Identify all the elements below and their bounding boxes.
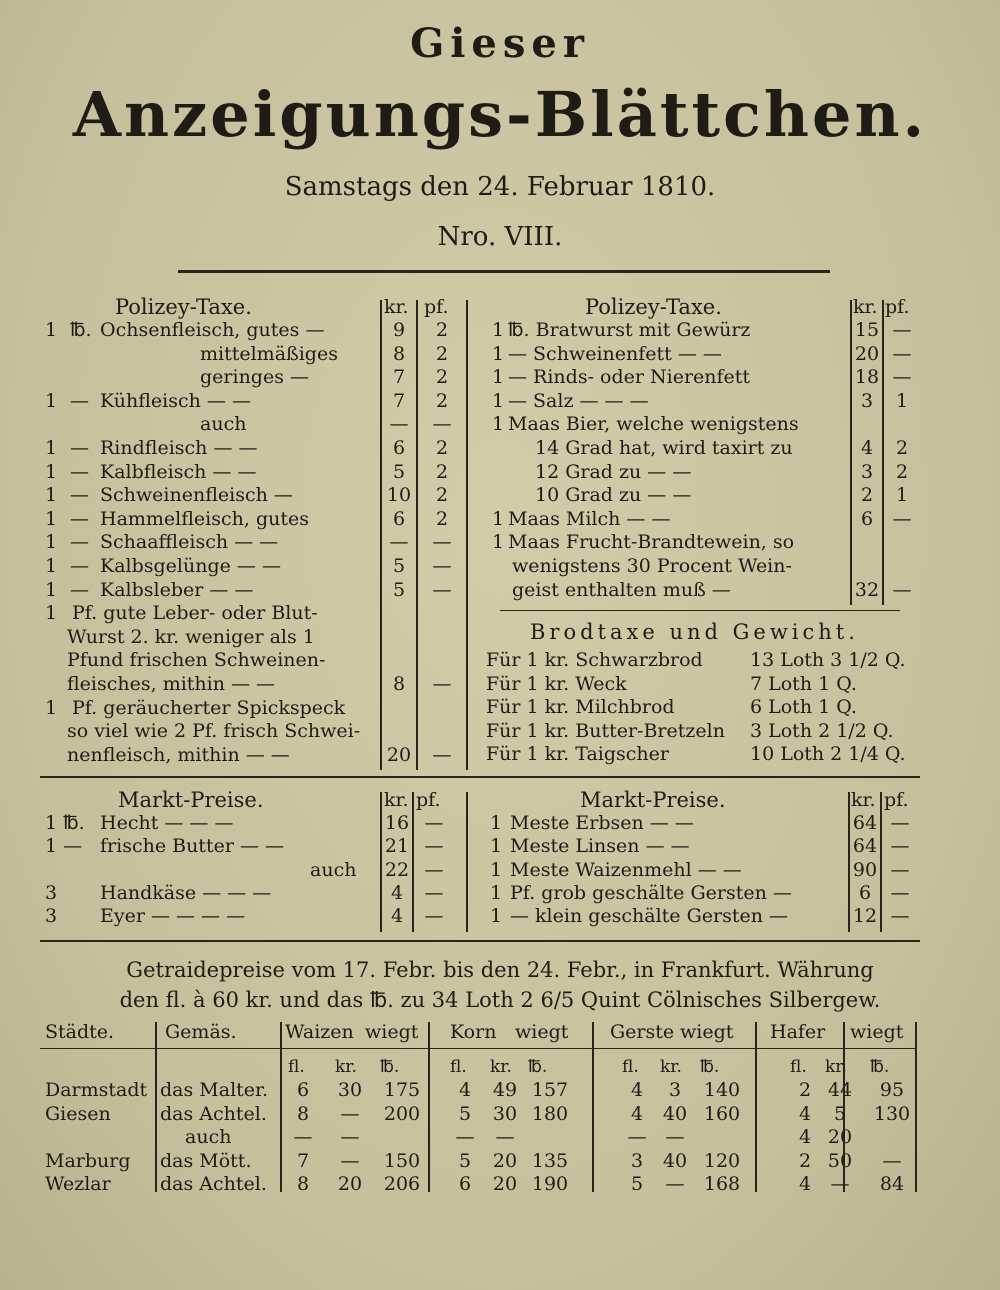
police-right-title: Polizey-Taxe.: [585, 295, 722, 319]
brod-item: Für 1 kr. Taigscher: [486, 743, 669, 765]
grain-header: Städte.: [45, 1021, 115, 1043]
police-right-pf: —: [892, 578, 912, 601]
brod-item: Für 1 kr. Schwarzbrod: [486, 649, 703, 671]
police-left-item: Pf. gute Leber- oder Blut-: [72, 602, 318, 625]
grain-fl: —: [627, 1126, 647, 1148]
police-right-item: — Rinds- oder Nierenfett: [508, 366, 751, 389]
grain-kr: 20: [337, 1173, 363, 1195]
grain-fl: 2: [798, 1079, 812, 1101]
police-left-kr: 10: [386, 484, 412, 507]
market-right-col-kr: kr.: [851, 789, 876, 811]
grain-lb: 120: [703, 1149, 741, 1172]
police-left-unit: —: [70, 531, 89, 554]
police-left-pf: —: [432, 673, 452, 695]
market-right-item: Meste Erbsen — —: [510, 812, 694, 834]
grain-fl: 4: [458, 1079, 472, 1101]
police-right-divider-pf: [882, 300, 884, 605]
market-left-qty: 1 —: [45, 835, 83, 858]
police-right-kr: 2: [860, 484, 874, 507]
police-left-item: geringes —: [200, 366, 309, 389]
police-right-qty: 1: [492, 342, 505, 365]
police-left-unit: —: [70, 507, 89, 530]
police-right-item: — Schweinenfett — —: [508, 342, 722, 365]
police-left-item: fleisches, mithin — —: [67, 673, 276, 695]
police-left-item: nenfleisch, mithin — —: [67, 743, 290, 766]
police-right-pf: 1: [895, 484, 909, 507]
market-left-divider-pf: [412, 792, 414, 932]
market-right-divider-kr: [848, 792, 850, 932]
market-left-kr: 16: [384, 812, 410, 834]
market-right-item: Pf. grob geschälte Gersten —: [510, 881, 792, 904]
section-rule-2: [40, 940, 920, 942]
police-left-kr: 6: [392, 507, 406, 530]
police-left-item: Kühfleisch — —: [100, 389, 251, 412]
market-left-kr: 4: [390, 905, 404, 928]
grain-lb: 175: [383, 1079, 421, 1101]
police-left-item: so viel wie 2 Pf. frisch Schwei-: [67, 720, 361, 743]
market-right-pf: —: [890, 905, 910, 928]
grain-lb: 160: [703, 1102, 741, 1125]
police-left-kr: 9: [392, 319, 406, 341]
market-right-kr: 12: [852, 905, 878, 928]
grain-header: Korn: [450, 1021, 497, 1043]
police-left-kr: 6: [392, 437, 406, 459]
police-left-pf: 2: [435, 389, 449, 412]
grain-lb: 135: [531, 1149, 569, 1172]
market-left-qty: 1 ℔.: [45, 812, 85, 834]
dateline: Samstags den 24. Februar 1810.: [284, 172, 716, 202]
police-right-pf: —: [892, 342, 912, 365]
grain-header: Gerste: [610, 1021, 675, 1043]
police-right-qty: 1: [492, 389, 505, 412]
police-left-qty: 1: [45, 696, 58, 719]
market-left-divider-kr: [380, 792, 382, 932]
grain-header: Waizen: [285, 1021, 354, 1043]
police-right-kr: 15: [854, 319, 880, 341]
grain-fl: 5: [458, 1149, 472, 1172]
market-right-item: Meste Waizenmehl — —: [510, 858, 742, 881]
grain-kr: 30: [492, 1102, 518, 1125]
police-right-pf: —: [892, 366, 912, 389]
police-left-item: Kalbsgelünge — —: [100, 555, 281, 577]
police-left-pf: —: [432, 531, 452, 554]
police-right-kr: 3: [860, 460, 874, 483]
market-right-kr: 90: [852, 858, 878, 881]
police-left-kr: 8: [392, 673, 406, 695]
grain-kr: 5: [833, 1102, 847, 1125]
grain-fl: 6: [296, 1079, 310, 1101]
police-left-item: auch: [200, 413, 247, 436]
grain-sub-kr: kr.: [825, 1057, 847, 1077]
police-right-item: — Salz — — —: [508, 389, 649, 412]
grain-sub-fl: fl.: [450, 1057, 467, 1077]
brod-item: Für 1 kr. Weck: [486, 672, 627, 695]
market-left-qty: 3: [45, 905, 58, 928]
police-left-item: Ochsenfleisch, gutes —: [100, 319, 325, 341]
police-left-qty: 1: [45, 389, 58, 412]
market-left-item: Eyer — — — —: [100, 905, 246, 928]
grain-lb: —: [882, 1149, 902, 1172]
market-right-pf: —: [890, 881, 910, 904]
police-right-qty: 1: [492, 531, 505, 554]
police-right-kr: 18: [854, 366, 880, 389]
grain-lb: 200: [383, 1102, 421, 1125]
grain-kr: 3: [668, 1079, 682, 1101]
grain-sub-fl: fl.: [622, 1057, 639, 1077]
grain-kr: 44: [827, 1079, 853, 1101]
market-right-kr: 64: [852, 812, 878, 834]
police-left-qty: 1: [45, 319, 58, 341]
police-right-kr: 3: [860, 389, 874, 412]
brod-weight: 3 Loth 2 1/2 Q.: [750, 719, 894, 742]
police-right-qty: 1: [492, 366, 505, 389]
police-left-item: Kalbfleisch — —: [100, 460, 257, 483]
market-left-pf: —: [424, 812, 444, 834]
grain-fl: 4: [630, 1079, 644, 1101]
grain-lb: 130: [873, 1102, 911, 1125]
police-right-kr: 6: [860, 507, 874, 530]
market-right-divider-pf: [880, 792, 882, 932]
grain-fl: 6: [458, 1173, 472, 1195]
police-left-unit: —: [70, 460, 89, 483]
grain-fl: 7: [296, 1149, 310, 1172]
grain-kr: 20: [827, 1126, 853, 1148]
police-left-pf: —: [432, 413, 452, 436]
grain-kr: —: [340, 1149, 360, 1172]
police-left-pf: 2: [435, 366, 449, 389]
police-left-pf: —: [432, 578, 452, 601]
grain-sub-kr: kr.: [335, 1057, 357, 1077]
grain-sub-lb: ℔.: [380, 1057, 400, 1077]
masthead-top: Gieser: [410, 20, 590, 67]
police-left-kr: —: [389, 531, 409, 554]
grain-header: wiegt: [515, 1021, 569, 1043]
police-right-item: 14 Grad hat, wird taxirt zu: [535, 437, 793, 459]
market-left-item: Hecht — — —: [100, 812, 234, 834]
police-left-qty: 1: [45, 602, 58, 625]
police-left-kr: 20: [386, 743, 412, 766]
issue-number: Nro. VIII.: [437, 222, 563, 252]
grain-kr: —: [340, 1102, 360, 1125]
market-right-kr: 6: [858, 881, 872, 904]
market-left-kr: 21: [384, 835, 410, 858]
police-right-kr: 32: [854, 578, 880, 601]
market-right-item: — klein geschälte Gersten —: [510, 905, 788, 928]
market-right-item: Meste Linsen — —: [510, 835, 690, 858]
grain-fl: 5: [630, 1173, 644, 1195]
grain-lb: 150: [383, 1149, 421, 1172]
police-left-kr: 5: [392, 555, 406, 577]
police-left-pf: 2: [435, 484, 449, 507]
brod-weight: 6 Loth 1 Q.: [750, 696, 857, 718]
police-left-pf: 2: [435, 437, 449, 459]
police-left-item: mittelmäßiges: [200, 342, 338, 365]
grain-sub-lb: ℔.: [700, 1057, 720, 1077]
header-rule: [178, 270, 830, 273]
police-right-qty: 1: [492, 413, 505, 436]
police-left-unit: —: [70, 578, 89, 601]
grain-measure: das Mött.: [160, 1149, 252, 1172]
grain-fl: 3: [630, 1149, 644, 1172]
police-left-qty: 1: [45, 460, 58, 483]
grain-sub-lb: ℔.: [870, 1057, 890, 1077]
police-left-qty: 1: [45, 555, 58, 577]
grain-divider: [915, 1022, 917, 1192]
grain-kr: 49: [492, 1079, 518, 1101]
market-left-title: Markt-Preise.: [118, 788, 264, 812]
market-right-kr: 64: [852, 835, 878, 858]
police-left-divider-kr: [380, 300, 382, 770]
grain-kr: —: [665, 1173, 685, 1195]
brod-weight: 7 Loth 1 Q.: [750, 672, 857, 695]
grain-lb: 190: [531, 1173, 569, 1195]
police-left-divider-pf: [416, 300, 418, 770]
police-right-item: Maas Bier, welche wenigstens: [508, 413, 799, 436]
grain-intro-line-2: den fl. à 60 kr. und das ℔. zu 34 Loth 2 6/5 Quint Cölnisches Silbergew.: [119, 988, 881, 1012]
grain-header: Gemäs.: [165, 1021, 237, 1043]
grain-lb: 180: [531, 1102, 569, 1125]
police-right-pf: 2: [895, 460, 909, 483]
police-right-col-kr: kr.: [853, 296, 878, 318]
police-right-divider-kr: [850, 300, 852, 605]
grain-kr: 20: [492, 1173, 518, 1195]
market-center-divider: [466, 792, 468, 932]
grain-fl: 5: [458, 1102, 472, 1125]
market-left-qty: 3: [45, 881, 58, 904]
police-left-item: Schweinenfleisch —: [100, 484, 293, 507]
market-right-title: Markt-Preise.: [580, 788, 726, 812]
police-left-unit: —: [70, 555, 89, 577]
grain-kr: 50: [827, 1149, 853, 1172]
police-left-kr: —: [389, 413, 409, 436]
police-left-unit: —: [70, 437, 89, 459]
police-right-col-pf: pf.: [885, 296, 910, 318]
police-left-qty: 1: [45, 507, 58, 530]
grain-measure: das Malter.: [160, 1079, 269, 1101]
market-right-qty: 1: [490, 881, 503, 904]
police-left-kr: 8: [392, 342, 406, 365]
police-left-qty: 1: [45, 437, 58, 459]
police-right-qty: 1: [492, 507, 505, 530]
market-left-pf: —: [424, 905, 444, 928]
grain-city: Marburg: [45, 1149, 131, 1172]
brod-item: Für 1 kr. Butter-Bretzeln: [486, 719, 725, 742]
grain-sub-lb: ℔.: [528, 1057, 548, 1077]
police-left-item: Pf. geräucherter Spickspeck: [72, 696, 346, 719]
grain-sub-kr: kr.: [660, 1057, 682, 1077]
police-right-item: geist enthalten muß —: [512, 578, 731, 601]
grain-fl: 8: [296, 1102, 310, 1125]
market-left-pf: —: [424, 835, 444, 858]
grain-lb: 157: [531, 1079, 569, 1101]
police-right-pf: 1: [895, 389, 909, 412]
grain-header: wiegt: [680, 1021, 734, 1043]
police-right-pf: —: [892, 319, 912, 341]
grain-kr: 30: [337, 1079, 363, 1101]
police-right-kr: 20: [854, 342, 880, 365]
grain-sub-fl: fl.: [288, 1057, 305, 1077]
grain-header: wiegt: [365, 1021, 419, 1043]
market-right-qty: 1: [490, 812, 503, 834]
brod-weight: 10 Loth 2 1/4 Q.: [750, 743, 906, 765]
police-left-pf: 2: [435, 507, 449, 530]
grain-fl: 4: [798, 1102, 812, 1125]
masthead-title: Anzeigungs-Blättchen.: [72, 78, 928, 151]
police-left-title: Polizey-Taxe.: [115, 295, 252, 319]
grain-city: Darmstadt: [45, 1079, 148, 1101]
police-left-qty: 1: [45, 578, 58, 601]
grain-city: Giesen: [45, 1102, 111, 1125]
brod-weight: 13 Loth 3 1/2 Q.: [750, 649, 906, 671]
market-right-qty: 1: [490, 858, 503, 881]
market-right-pf: —: [890, 858, 910, 881]
police-left-pf: —: [432, 743, 452, 766]
market-left-item: frische Butter — —: [100, 835, 284, 858]
market-left-pf: —: [424, 858, 444, 881]
grain-kr: 20: [492, 1149, 518, 1172]
market-left-kr: 22: [384, 858, 410, 881]
police-left-qty: 1: [45, 531, 58, 554]
grain-sub-kr: kr.: [490, 1057, 512, 1077]
grain-lb: 168: [703, 1173, 741, 1195]
market-right-col-pf: pf.: [884, 789, 909, 811]
market-right-pf: —: [890, 835, 910, 858]
grain-kr: 40: [662, 1102, 688, 1125]
police-right-pf: —: [892, 507, 912, 530]
police-right-item: ℔. Bratwurst mit Gewürz: [508, 319, 751, 341]
police-left-unit: ℔.: [70, 319, 92, 341]
grain-lb: 206: [383, 1173, 421, 1195]
police-left-kr: 7: [392, 389, 406, 412]
grain-fl: 8: [296, 1173, 310, 1195]
grain-kr: —: [665, 1126, 685, 1148]
market-left-col-kr: kr.: [384, 789, 409, 811]
grain-header: wiegt: [850, 1021, 904, 1043]
grain-kr: —: [340, 1126, 360, 1148]
police-left-kr: 5: [392, 578, 406, 601]
police-left-qty: 1: [45, 484, 58, 507]
police-left-kr: 5: [392, 460, 406, 483]
police-right-qty: 1: [492, 319, 505, 341]
grain-kr: 40: [662, 1149, 688, 1172]
market-right-pf: —: [890, 812, 910, 834]
grain-measure: auch: [185, 1126, 232, 1148]
police-right-item: Maas Milch — —: [508, 507, 671, 530]
police-left-item: Rindfleisch — —: [100, 437, 258, 459]
brod-item: Für 1 kr. Milchbrod: [486, 696, 675, 718]
market-left-kr: 4: [390, 881, 404, 904]
grain-fl: 4: [798, 1173, 812, 1195]
brod-title: Brodtaxe und Gewicht.: [530, 620, 859, 644]
market-right-qty: 1: [490, 905, 503, 928]
police-right-item: Maas Frucht-Brandtewein, so: [508, 531, 795, 554]
police-left-item: Hammelfleisch, gutes: [100, 507, 309, 530]
police-right-item: wenigstens 30 Procent Wein-: [512, 555, 792, 577]
market-left-pf: —: [424, 881, 444, 904]
police-left-unit: —: [70, 389, 89, 412]
police-left-kr: 7: [392, 366, 406, 389]
police-right-pf: 2: [895, 437, 909, 459]
grain-fl: 4: [630, 1102, 644, 1125]
police-left-col-kr: kr.: [384, 296, 409, 318]
section-rule-1: [40, 776, 920, 778]
grain-fl: 2: [798, 1149, 812, 1172]
police-left-item: Kalbsleber — —: [100, 578, 254, 601]
grain-measure: das Achtel.: [160, 1102, 267, 1125]
grain-header: Hafer: [770, 1021, 826, 1043]
grain-measure: das Achtel.: [160, 1173, 267, 1195]
police-left-pf: 2: [435, 460, 449, 483]
police-left-unit: —: [70, 484, 89, 507]
grain-city: Wezlar: [45, 1173, 111, 1195]
grain-fl: —: [293, 1126, 313, 1148]
grain-fl: —: [455, 1126, 475, 1148]
grain-lb: 84: [879, 1173, 905, 1195]
police-left-col-pf: pf.: [424, 296, 449, 318]
police-left-pf: —: [432, 555, 452, 577]
market-left-item: auch: [310, 858, 357, 881]
police-right-item: 10 Grad zu — —: [535, 484, 692, 507]
police-right-kr: 4: [860, 437, 874, 459]
grain-header-rule: [40, 1048, 915, 1049]
grain-lb: 140: [703, 1079, 741, 1101]
police-right-item: 12 Grad zu — —: [535, 460, 692, 483]
market-left-item: Handkäse — — —: [100, 881, 272, 904]
market-left-col-pf: pf.: [416, 789, 441, 811]
grain-kr: —: [830, 1173, 850, 1195]
grain-sub-fl: fl.: [790, 1057, 807, 1077]
market-right-qty: 1: [490, 835, 503, 858]
grain-lb: 95: [879, 1079, 905, 1101]
grain-fl: 4: [798, 1126, 812, 1148]
police-left-pf: 2: [435, 342, 449, 365]
police-left-item: Schaaffleisch — —: [100, 531, 279, 554]
brod-rule: [500, 610, 900, 611]
police-center-divider: [466, 300, 468, 770]
police-left-pf: 2: [435, 319, 449, 341]
grain-intro-line-1: Getraidepreise vom 17. Febr. bis den 24. Febr., in Frankfurt. Währung: [126, 958, 874, 982]
police-left-item: Wurst 2. kr. weniger als 1: [67, 625, 315, 648]
grain-kr: —: [495, 1126, 515, 1148]
police-left-item: Pfund frischen Schweinen-: [67, 649, 326, 672]
